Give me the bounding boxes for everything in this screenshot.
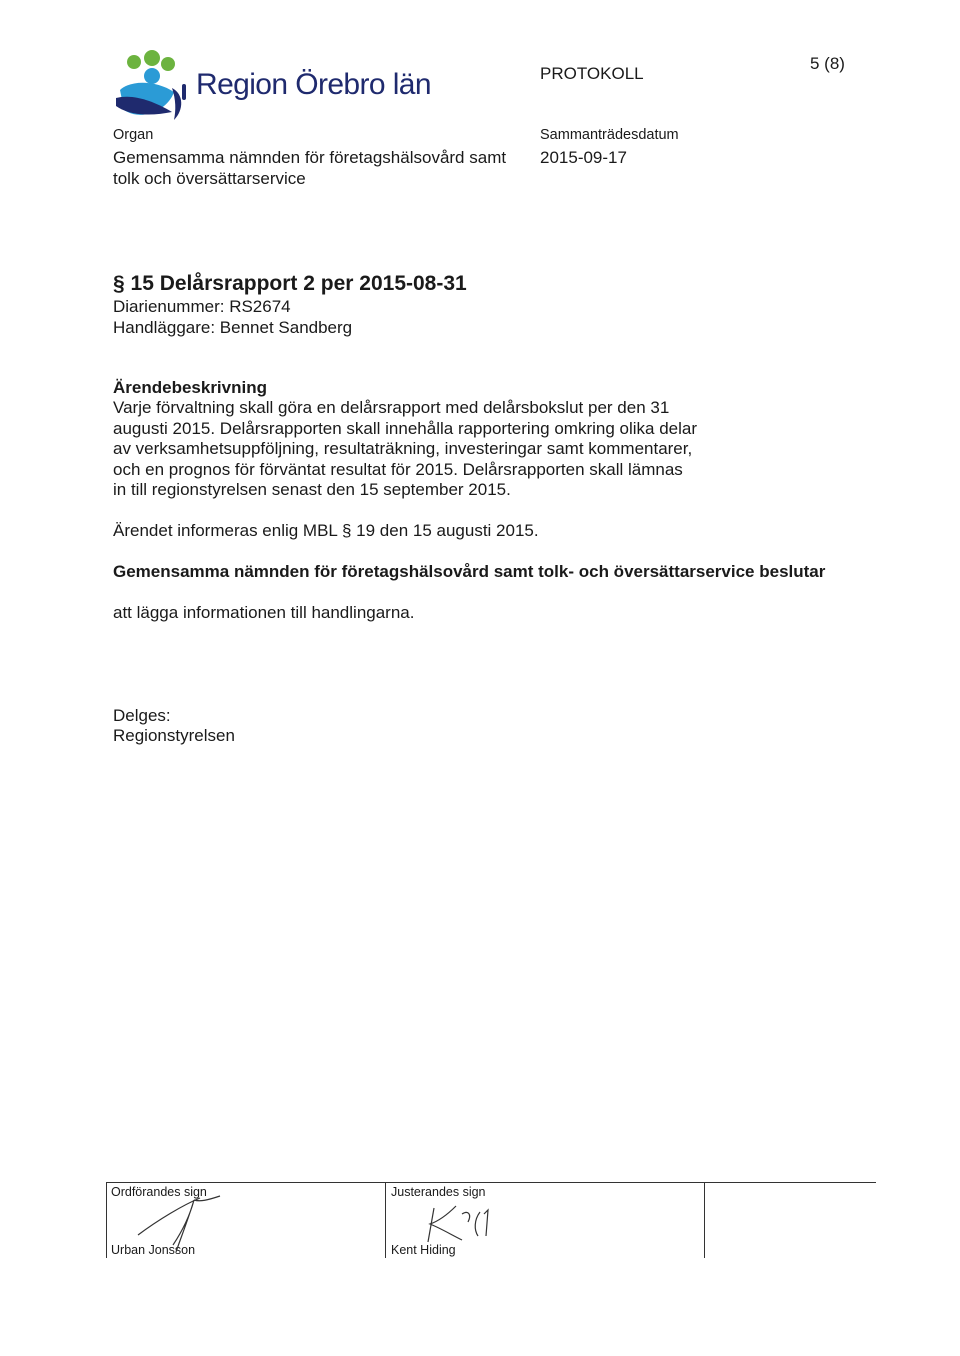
info-line: Ärendet informeras enlig MBL § 19 den 15 augusti 2015. bbox=[113, 521, 539, 540]
description-line: av verksamhetsuppföljning, resultaträkning, investeringar samt kommentarer, bbox=[113, 439, 693, 458]
description-line: Varje förvaltning skall göra en delårsrapport med delårsbokslut per den 31 bbox=[113, 398, 670, 417]
case-handler: Handläggare: Bennet Sandberg bbox=[113, 318, 353, 337]
region-logo-icon bbox=[112, 50, 192, 122]
description-body bbox=[113, 398, 753, 501]
signature-divider bbox=[385, 1182, 386, 1258]
organization-name: Region Örebro län bbox=[196, 68, 431, 101]
description-heading: Ärendebeskrivning bbox=[113, 378, 267, 397]
signature-table bbox=[106, 1182, 876, 1258]
chair-name: Urban Jonsson bbox=[111, 1243, 196, 1257]
signature-divider bbox=[106, 1182, 107, 1258]
document-type: PROTOKOLL bbox=[540, 64, 644, 83]
signature-table-border bbox=[106, 1182, 876, 1183]
decision-text: att lägga informationen till handlingarna. bbox=[113, 603, 415, 622]
region-logo bbox=[112, 50, 442, 122]
case-title: § 15 Delårsrapport 2 per 2015-08-31 bbox=[113, 272, 467, 295]
organ-line-1: Gemensamma nämnden för företagshälsovård samt bbox=[113, 148, 507, 167]
organ-label: Organ bbox=[113, 127, 154, 143]
signature-divider bbox=[704, 1182, 705, 1258]
decision-heading: Gemensamma nämnden för företagshälsovård samt tolk- och översättarservice beslutar bbox=[113, 562, 826, 581]
distribution-recipient: Regionstyrelsen bbox=[113, 726, 235, 745]
date-value: 2015-09-17 bbox=[540, 148, 627, 167]
date-label: Sammanträdesdatum bbox=[540, 127, 679, 143]
description-line: in till regionstyrelsen senast den 15 september 2015. bbox=[113, 480, 511, 499]
description-line: augusti 2015. Delårsrapporten skall innehålla rapportering omkring olika delar bbox=[113, 418, 698, 438]
organ-line-2: tolk och översättarservice bbox=[113, 169, 306, 188]
chair-sign-label: Ordförandes sign bbox=[111, 1185, 207, 1199]
adjuster-sign-label: Justerandes sign bbox=[391, 1185, 486, 1199]
chair-signature-mark bbox=[128, 1190, 238, 1260]
description-line: och en prognos för förväntat resultat för 2015. Delårsrapporten skall lämnas bbox=[113, 459, 683, 479]
distribution-label: Delges: bbox=[113, 706, 171, 725]
adjuster-signature-mark bbox=[422, 1200, 502, 1250]
page-number: 5 (8) bbox=[810, 54, 845, 73]
diary-number: Diarienummer: RS2674 bbox=[113, 297, 291, 316]
adjuster-name: Kent Hiding bbox=[391, 1243, 456, 1257]
